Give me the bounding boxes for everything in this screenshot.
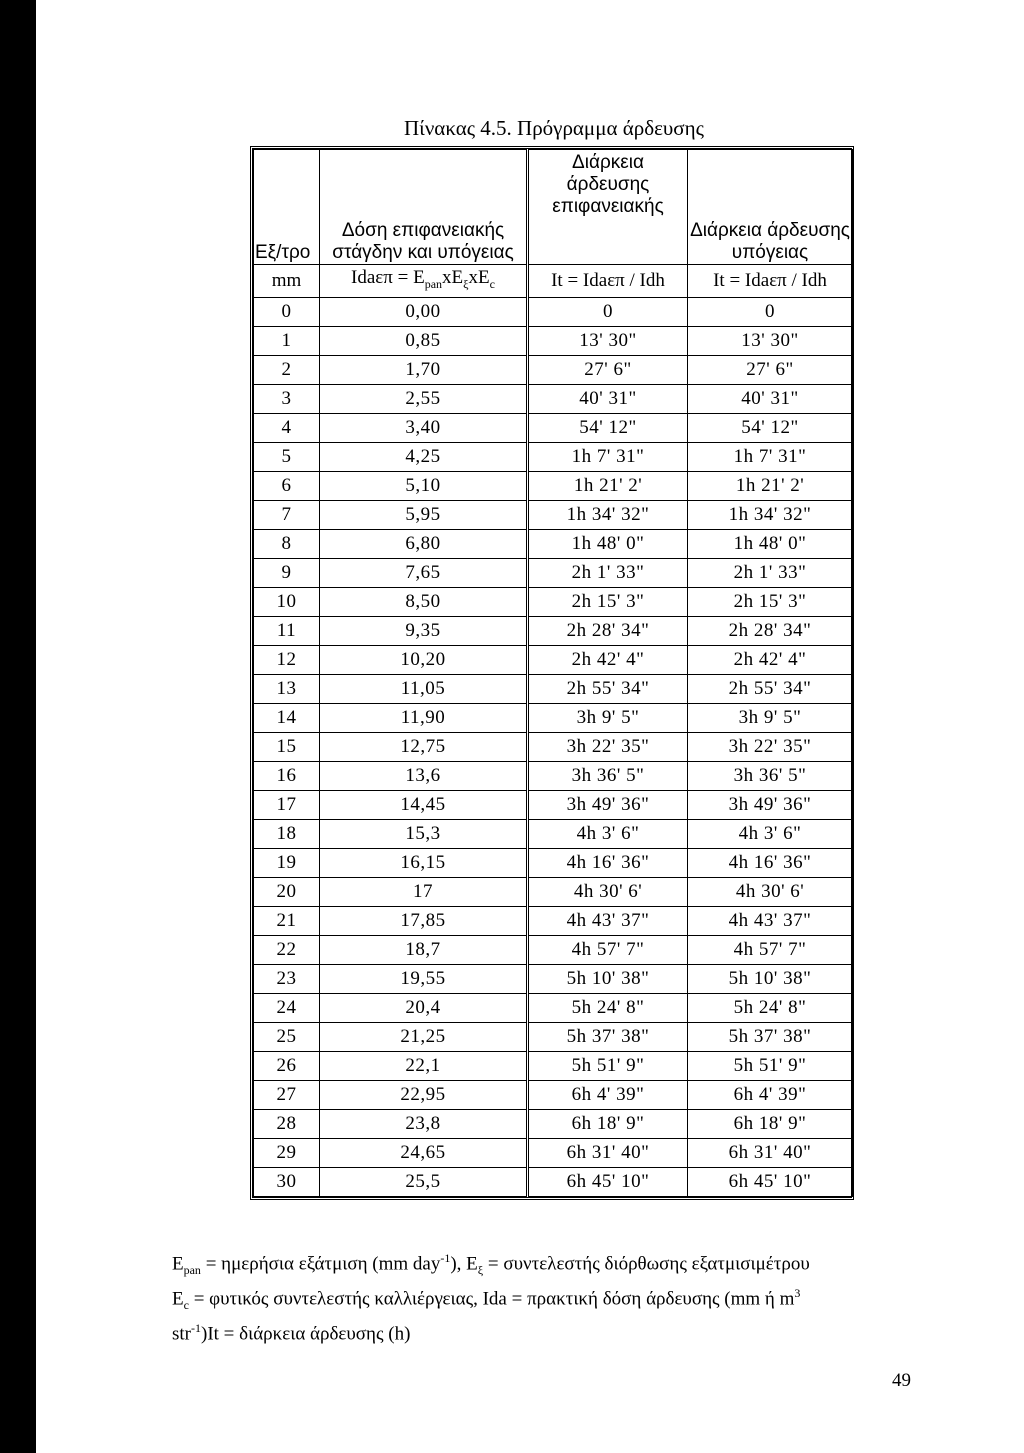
table-row	[254, 385, 853, 414]
cell-evaporimeter-mm: 20	[254, 878, 320, 907]
table-row	[254, 1110, 853, 1139]
cell-dose: 5,10	[320, 472, 528, 501]
table-row	[254, 791, 853, 820]
cell-duration-surface: 2h 28' 34"	[528, 617, 688, 646]
cell-dose: 19,55	[320, 965, 528, 994]
units-duration-surface: It = Idaεπ / Idh	[528, 265, 688, 298]
cell-evaporimeter-mm: 17	[254, 791, 320, 820]
table-row	[254, 414, 853, 443]
cell-dose: 12,75	[320, 733, 528, 762]
cell-duration-surface: 13' 30"	[528, 327, 688, 356]
cell-dose: 8,50	[320, 588, 528, 617]
cell-duration-subsurface: 6h 18' 9"	[688, 1110, 853, 1139]
cell-dose: 5,95	[320, 501, 528, 530]
cell-evaporimeter-mm: 9	[254, 559, 320, 588]
header-evaporimeter: Εξ/τρο	[254, 150, 320, 265]
cell-evaporimeter-mm: 28	[254, 1110, 320, 1139]
table-row	[254, 298, 853, 327]
header-dose: Δόση επιφανειακής στάγδην και υπόγειας	[320, 150, 528, 265]
cell-duration-subsurface: 3h 9' 5"	[688, 704, 853, 733]
cell-duration-subsurface: 5h 51' 9"	[688, 1052, 853, 1081]
cell-duration-subsurface: 5h 24' 8"	[688, 994, 853, 1023]
cell-duration-surface: 3h 49' 36"	[528, 791, 688, 820]
header-duration-surface: Διάρκεια άρδευσης επιφανειακής	[528, 150, 688, 265]
cell-dose: 13,6	[320, 762, 528, 791]
cell-evaporimeter-mm: 10	[254, 588, 320, 617]
cell-evaporimeter-mm: 8	[254, 530, 320, 559]
cell-duration-surface: 2h 15' 3"	[528, 588, 688, 617]
cell-duration-surface: 4h 16' 36"	[528, 849, 688, 878]
cell-dose: 9,35	[320, 617, 528, 646]
table-row	[254, 1052, 853, 1081]
cell-duration-subsurface: 4h 16' 36"	[688, 849, 853, 878]
cell-duration-surface: 4h 57' 7"	[528, 936, 688, 965]
cell-evaporimeter-mm: 19	[254, 849, 320, 878]
cell-duration-subsurface: 3h 22' 35"	[688, 733, 853, 762]
footnote-line-3: str$^{-1}$)It = διάρκεια άρδευσης (h)	[172, 1321, 411, 1345]
cell-duration-subsurface: 40' 31"	[688, 385, 853, 414]
cell-dose: 22,1	[320, 1052, 528, 1081]
units-duration-subsurface: It = Idaεπ / Idh	[688, 265, 853, 298]
cell-evaporimeter-mm: 0	[254, 298, 320, 327]
units-evaporimeter: mm	[254, 265, 320, 298]
cell-dose: 6,80	[320, 530, 528, 559]
cell-duration-subsurface: 2h 1' 33"	[688, 559, 853, 588]
cell-evaporimeter-mm: 4	[254, 414, 320, 443]
cell-duration-subsurface: 4h 43' 37"	[688, 907, 853, 936]
cell-duration-subsurface: 3h 36' 5"	[688, 762, 853, 791]
cell-evaporimeter-mm: 13	[254, 675, 320, 704]
cell-evaporimeter-mm: 22	[254, 936, 320, 965]
cell-evaporimeter-mm: 3	[254, 385, 320, 414]
cell-duration-surface: 6h 31' 40"	[528, 1139, 688, 1168]
page-number: 49	[892, 1370, 911, 1391]
document-page	[36, 0, 1024, 1453]
table-row	[254, 646, 853, 675]
cell-duration-subsurface: 2h 42' 4"	[688, 646, 853, 675]
cell-duration-subsurface: 2h 55' 34"	[688, 675, 853, 704]
cell-dose: 11,90	[320, 704, 528, 733]
cell-duration-surface: 6h 18' 9"	[528, 1110, 688, 1139]
irrigation-schedule-table	[250, 146, 854, 1200]
cell-duration-surface: 54' 12"	[528, 414, 688, 443]
cell-evaporimeter-mm: 23	[254, 965, 320, 994]
cell-duration-surface: 3h 22' 35"	[528, 733, 688, 762]
cell-evaporimeter-mm: 14	[254, 704, 320, 733]
cell-dose: 3,40	[320, 414, 528, 443]
cell-evaporimeter-mm: 7	[254, 501, 320, 530]
cell-evaporimeter-mm: 26	[254, 1052, 320, 1081]
table-row	[254, 820, 853, 849]
cell-duration-surface: 6h 4' 39"	[528, 1081, 688, 1110]
cell-evaporimeter-mm: 1	[254, 327, 320, 356]
cell-evaporimeter-mm: 2	[254, 356, 320, 385]
cell-evaporimeter-mm: 16	[254, 762, 320, 791]
cell-duration-subsurface: 6h 45' 10"	[688, 1168, 853, 1197]
cell-evaporimeter-mm: 25	[254, 1023, 320, 1052]
cell-duration-surface: 1h 34' 32"	[528, 501, 688, 530]
cell-duration-surface: 5h 37' 38"	[528, 1023, 688, 1052]
cell-duration-surface: 3h 36' 5"	[528, 762, 688, 791]
cell-duration-subsurface: 6h 31' 40"	[688, 1139, 853, 1168]
table-row	[254, 588, 853, 617]
table-header-row	[254, 150, 853, 265]
table-row	[254, 675, 853, 704]
footnote-line-2: $E_c = \varphi\upsilon\tau\iota\kappa ό\varsigma$ συντελεστής καλλιέργειας, Ida = πρακτική δόση άρδευσης (mm ή $m^3$	[172, 1286, 801, 1313]
cell-duration-subsurface: 27' 6"	[688, 356, 853, 385]
cell-dose: 14,45	[320, 791, 528, 820]
table-row	[254, 356, 853, 385]
cell-evaporimeter-mm: 27	[254, 1081, 320, 1110]
table-row	[254, 559, 853, 588]
table-row	[254, 907, 853, 936]
cell-duration-surface: 1h 7' 31"	[528, 443, 688, 472]
header-duration-subsurface: Διάρκεια άρδευσης υπόγειας	[688, 150, 853, 265]
cell-evaporimeter-mm: 12	[254, 646, 320, 675]
units-dose-formula: $Ida\varepsilon\pi = E_{pan}xE_\xi xE_c$	[320, 265, 528, 298]
cell-duration-surface: 4h 43' 37"	[528, 907, 688, 936]
cell-duration-subsurface: 1h 7' 31"	[688, 443, 853, 472]
cell-evaporimeter-mm: 18	[254, 820, 320, 849]
cell-dose: 17	[320, 878, 528, 907]
cell-duration-subsurface: 5h 37' 38"	[688, 1023, 853, 1052]
cell-evaporimeter-mm: 15	[254, 733, 320, 762]
cell-duration-surface: 4h 3' 6"	[528, 820, 688, 849]
cell-evaporimeter-mm: 21	[254, 907, 320, 936]
table-row	[254, 1139, 853, 1168]
cell-dose: 4,25	[320, 443, 528, 472]
table-units-row	[254, 265, 853, 298]
cell-evaporimeter-mm: 30	[254, 1168, 320, 1197]
table-row	[254, 878, 853, 907]
table-row	[254, 733, 853, 762]
cell-dose: 18,7	[320, 936, 528, 965]
table-row	[254, 472, 853, 501]
table-row	[254, 501, 853, 530]
table-row	[254, 994, 853, 1023]
table-title: Πίνακας 4.5. Πρόγραμμα άρδευσης	[404, 116, 704, 140]
cell-dose: 0,85	[320, 327, 528, 356]
cell-duration-subsurface: 4h 30' 6'	[688, 878, 853, 907]
table-row	[254, 327, 853, 356]
cell-duration-subsurface: 4h 3' 6"	[688, 820, 853, 849]
cell-dose: 22,95	[320, 1081, 528, 1110]
table-row	[254, 1023, 853, 1052]
cell-evaporimeter-mm: 24	[254, 994, 320, 1023]
cell-duration-subsurface: 2h 15' 3"	[688, 588, 853, 617]
cell-duration-subsurface: 13' 30"	[688, 327, 853, 356]
cell-dose: 16,15	[320, 849, 528, 878]
table-row	[254, 936, 853, 965]
cell-dose: 24,65	[320, 1139, 528, 1168]
cell-evaporimeter-mm: 6	[254, 472, 320, 501]
cell-dose: 17,85	[320, 907, 528, 936]
cell-duration-surface: 3h 9' 5"	[528, 704, 688, 733]
cell-duration-surface: 1h 48' 0"	[528, 530, 688, 559]
footnote	[172, 1247, 952, 1346]
cell-duration-surface: 2h 55' 34"	[528, 675, 688, 704]
footnote-line-1: $E_{pan} = \eta\mu\varepsilon\rho ή\sigma\iota\alpha$ εξάτμιση (mm day$^{-1}$), $E_\xi = \sigma\upsilon\nu\tau\varepsilon\lambda\varepsilon\sigma\tau ή\varsigma$ διόρθωσης εξατμισιμέτρου	[172, 1251, 810, 1278]
table-row	[254, 1081, 853, 1110]
cell-duration-surface: 5h 24' 8"	[528, 994, 688, 1023]
cell-duration-surface: 4h 30' 6'	[528, 878, 688, 907]
cell-dose: 0,00	[320, 298, 528, 327]
cell-duration-subsurface: 0	[688, 298, 853, 327]
cell-duration-subsurface: 1h 34' 32"	[688, 501, 853, 530]
cell-duration-subsurface: 2h 28' 34"	[688, 617, 853, 646]
table-row	[254, 849, 853, 878]
cell-duration-surface: 40' 31"	[528, 385, 688, 414]
cell-evaporimeter-mm: 11	[254, 617, 320, 646]
cell-duration-subsurface: 3h 49' 36"	[688, 791, 853, 820]
cell-duration-surface: 6h 45' 10"	[528, 1168, 688, 1197]
cell-duration-surface: 5h 10' 38"	[528, 965, 688, 994]
cell-duration-subsurface: 1h 21' 2'	[688, 472, 853, 501]
cell-dose: 23,8	[320, 1110, 528, 1139]
cell-duration-surface: 2h 42' 4"	[528, 646, 688, 675]
cell-duration-subsurface: 54' 12"	[688, 414, 853, 443]
cell-duration-subsurface: 6h 4' 39"	[688, 1081, 853, 1110]
cell-evaporimeter-mm: 29	[254, 1139, 320, 1168]
cell-duration-surface: 0	[528, 298, 688, 327]
cell-duration-surface: 27' 6"	[528, 356, 688, 385]
cell-dose: 20,4	[320, 994, 528, 1023]
cell-duration-surface: 1h 21' 2'	[528, 472, 688, 501]
table-row	[254, 617, 853, 646]
table-row	[254, 704, 853, 733]
cell-dose: 7,65	[320, 559, 528, 588]
table-row	[254, 1168, 853, 1197]
cell-dose: 25,5	[320, 1168, 528, 1197]
cell-duration-subsurface: 1h 48' 0"	[688, 530, 853, 559]
cell-dose: 1,70	[320, 356, 528, 385]
table-row	[254, 965, 853, 994]
cell-dose: 15,3	[320, 820, 528, 849]
table-row	[254, 762, 853, 791]
cell-dose: 11,05	[320, 675, 528, 704]
cell-duration-subsurface: 5h 10' 38"	[688, 965, 853, 994]
binder-holes	[0, 0, 36, 1453]
cell-dose: 21,25	[320, 1023, 528, 1052]
cell-duration-surface: 2h 1' 33"	[528, 559, 688, 588]
cell-dose: 2,55	[320, 385, 528, 414]
table-row	[254, 530, 853, 559]
cell-dose: 10,20	[320, 646, 528, 675]
table-row	[254, 443, 853, 472]
cell-duration-subsurface: 4h 57' 7"	[688, 936, 853, 965]
cell-evaporimeter-mm: 5	[254, 443, 320, 472]
cell-duration-surface: 5h 51' 9"	[528, 1052, 688, 1081]
